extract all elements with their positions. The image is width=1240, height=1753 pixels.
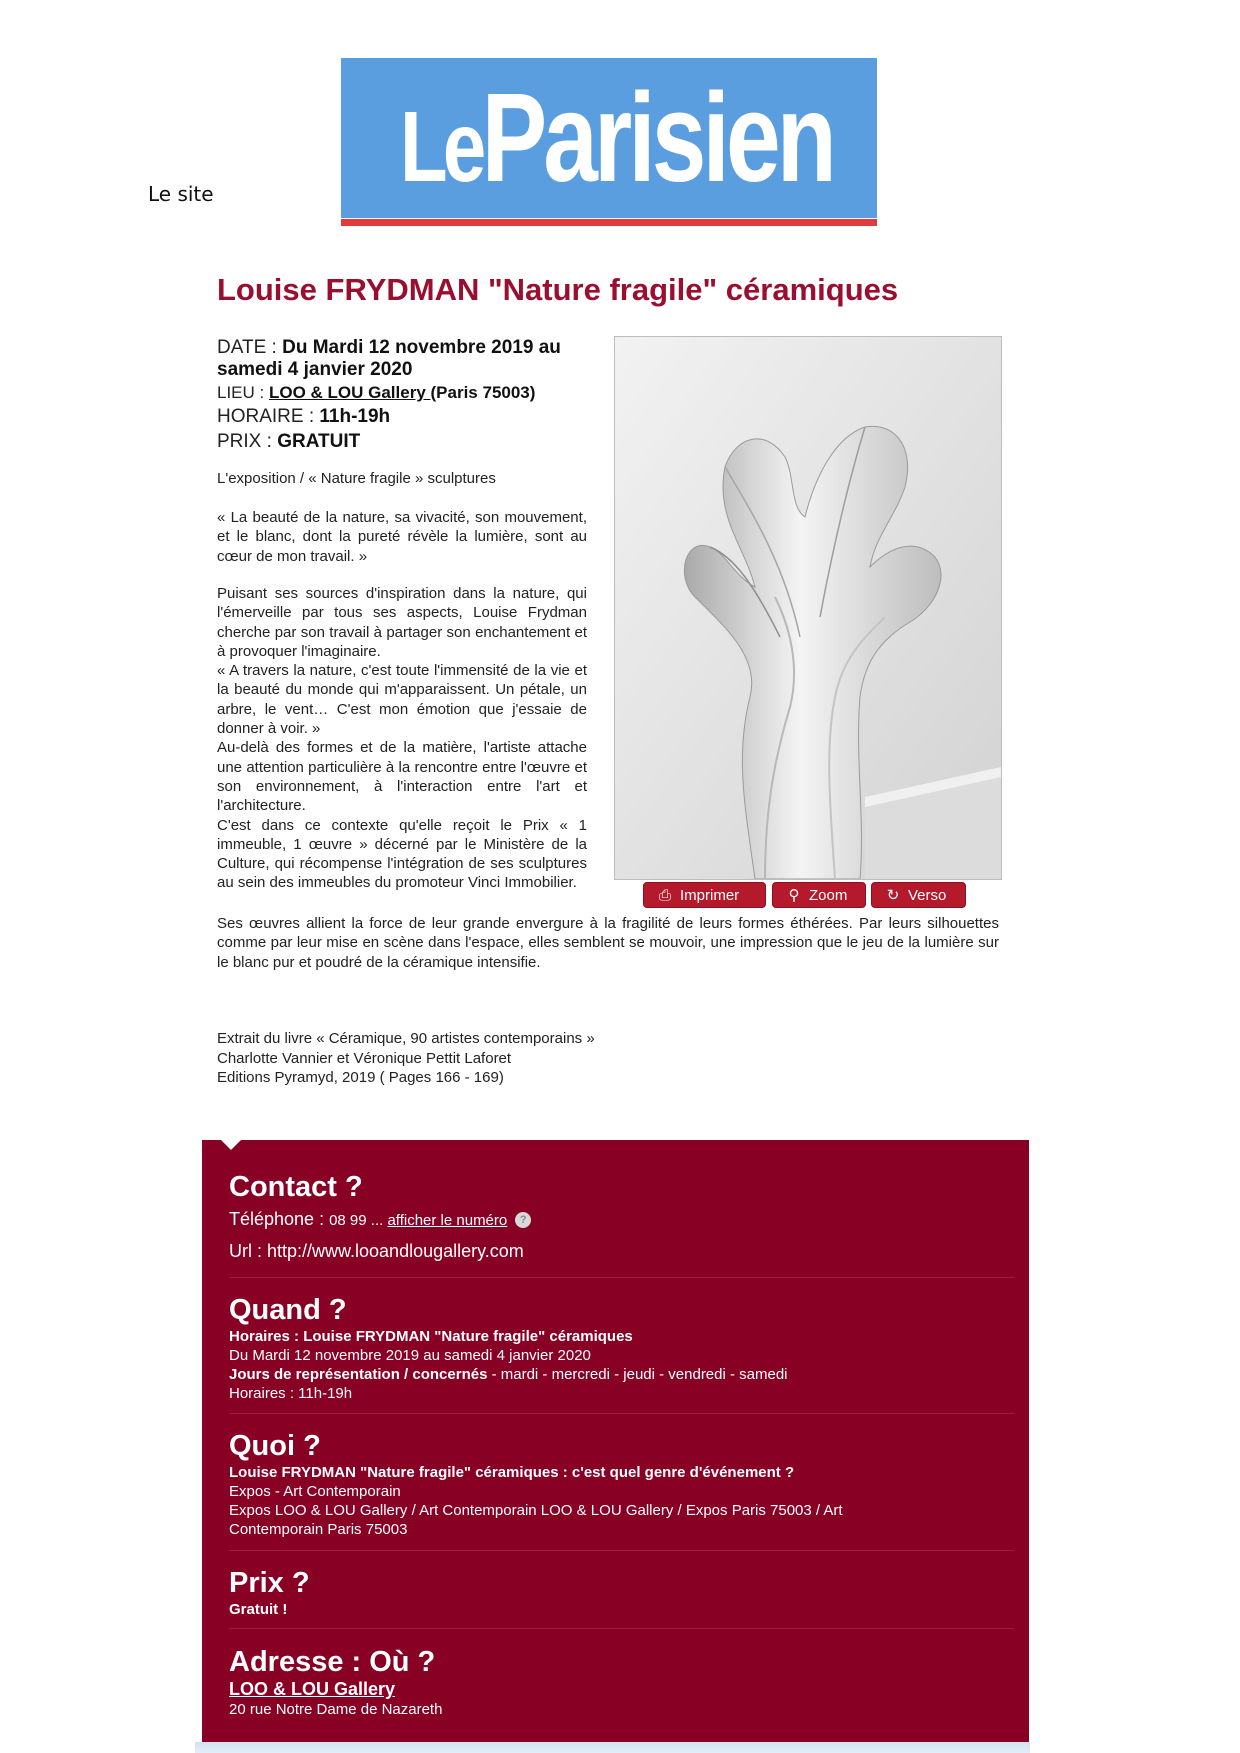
rotate-icon: ↻ <box>886 887 900 904</box>
zoom-button[interactable] <box>772 882 866 908</box>
quand-line-4: Horaires : 11h-19h <box>229 1385 353 1402</box>
hours-label: HORAIRE : <box>217 406 320 427</box>
section-divider <box>229 1550 1014 1551</box>
extract-line-3: Editions Pyramyd, 2019 ( Pages 166 - 169) <box>217 1069 504 1086</box>
date-value: Du Mardi 12 novembre 2019 au samedi 4 janvier 2020 <box>217 337 561 380</box>
taskbar-strip <box>195 1742 1030 1753</box>
exposition-line: L'exposition / « Nature fragile » sculptures <box>217 470 496 487</box>
adresse-line-2: 20 rue Notre Dame de Nazareth <box>229 1701 443 1718</box>
section-divider <box>229 1628 1014 1629</box>
event-price <box>217 431 360 453</box>
contact-section <box>229 1170 1014 1264</box>
quoi-line-1: Louise FRYDMAN "Nature fragile" céramiques : c'est quel genre d'événement ? <box>229 1464 795 1481</box>
extract-line-2: Charlotte Vannier et Véronique Pettit Laforet <box>217 1049 512 1067</box>
logo-red-bar <box>341 219 877 226</box>
phone-label: Téléphone : <box>229 1209 330 1229</box>
prix-heading: Prix ? <box>229 1567 310 1599</box>
help-icon[interactable]: ? <box>515 1212 531 1228</box>
quoi-line-3: Expos LOO & LOU Gallery / Art Contemporain LOO & LOU Gallery / Expos Paris 75003 / Art Contemporain Paris 75003 <box>229 1502 843 1538</box>
verso-button[interactable] <box>871 882 966 908</box>
sculpture-photo <box>614 336 1002 880</box>
extract-line-1: Extrait du livre « Céramique, 90 artistes contemporains » <box>217 1030 595 1047</box>
quand-line-3: Jours de représentation / concernés - mardi - mercredi - jeudi - vendredi - samedi <box>229 1366 788 1383</box>
date-label: DATE : <box>217 337 283 358</box>
description-para-5: Ses œuvres allient la force de leur grande envergure à la fragilité de leurs formes éthérées. Par leurs silhouettes comme par leur mise en scène dans l'espace, elles semblent se mouvoir, une impression que le jeu de la lumière sur le blanc pur et poudré de la céramique intensifie. <box>217 915 999 971</box>
adresse-section <box>229 1645 1014 1719</box>
event-hours <box>217 406 390 428</box>
site-label: Le site <box>148 182 214 206</box>
panel-notch <box>221 1140 241 1150</box>
sculpture-illustration <box>615 337 1001 879</box>
magnifier-icon: ⚲ <box>788 887 800 904</box>
price-label: PRIX : <box>217 431 278 452</box>
print-button[interactable] <box>643 882 766 908</box>
le-parisien-logo[interactable] <box>341 58 877 226</box>
venue-link[interactable]: LOO & LOU Gallery <box>268 383 431 402</box>
quand-section <box>229 1293 1014 1403</box>
section-divider <box>229 1277 1014 1278</box>
event-venue <box>217 382 535 404</box>
description <box>217 584 587 893</box>
prix-line-1: Gratuit ! <box>229 1601 288 1618</box>
quand-line-1: Horaires : Louise FRYDMAN "Nature fragile" céramiques <box>229 1328 633 1345</box>
zoom-label: Zoom <box>809 887 848 904</box>
print-label: Imprimer <box>680 887 740 904</box>
price-value: GRATUIT <box>277 431 361 452</box>
book-extract <box>217 1029 595 1088</box>
event-date <box>217 337 597 381</box>
phone-value: 08 99 ... <box>329 1212 388 1229</box>
description-para-3: Au-delà des formes et de la matière, l'artiste attache une attention particulière à la rencontre entre l'œuvre et son environnement, à l'interaction entre l'art et l'architecture. <box>217 739 587 815</box>
adresse-line-1 <box>229 1679 1014 1700</box>
artist-quote: « La beauté de la nature, sa vivacité, son mouvement, et le blanc, dont la pureté révèle la lumière, sont au cœur de mon travail. » <box>217 509 587 565</box>
quand-line-2: Du Mardi 12 novembre 2019 au samedi 4 janvier 2020 <box>229 1347 591 1364</box>
contact-heading: Contact ? <box>229 1171 363 1203</box>
phone-line <box>229 1206 1014 1234</box>
description-para-1: Puisant ses sources d'inspiration dans la nature, qui l'émerveille par tous ses aspects, Louise Frydman cherche par son travail à partager son enchantement et à provoquer l'imaginaire. <box>217 585 587 660</box>
quand-heading: Quand ? <box>229 1294 347 1326</box>
description-para-4: C'est dans ce contexte qu'elle reçoit le Prix « 1 immeuble, 1 œuvre » décerné par le Ministère de la Culture, qui récompense l'intégration de ses sculptures au sein des immeubles du promoteur Vinci Immobilier. <box>217 816 587 892</box>
prix-section <box>229 1566 1014 1619</box>
description-para-2: « A travers la nature, c'est toute l'immensité de la vie et la beauté du monde qui m'apparaissent. Un pétale, un arbre, le vent… C'est mon émotion que j'essaie de donner à voir. » <box>217 662 587 738</box>
quoi-section <box>229 1429 1014 1539</box>
event-title: Louise FRYDMAN "Nature fragile" céramiques <box>217 272 899 307</box>
info-panel <box>202 1140 1029 1742</box>
verso-label: Verso <box>908 887 947 904</box>
venue-city: (Paris 75003) <box>430 383 536 402</box>
show-number-link[interactable]: afficher le numéro <box>387 1212 508 1229</box>
logo-wordmark: LeParisien <box>399 67 833 208</box>
url-line: Url : http://www.looandlougallery.com <box>229 1241 524 1261</box>
adresse-heading: Adresse : Où ? <box>229 1646 436 1678</box>
hours-value: 11h-19h <box>319 406 391 427</box>
quoi-heading: Quoi ? <box>229 1430 321 1462</box>
printer-icon: ⎙ <box>658 887 671 904</box>
gallery-address-link[interactable]: LOO & LOU Gallery <box>229 1679 396 1699</box>
section-divider <box>229 1413 1014 1414</box>
venue-label: LIEU : <box>217 383 269 402</box>
quoi-line-2: Expos - Art Contemporain <box>229 1483 401 1500</box>
